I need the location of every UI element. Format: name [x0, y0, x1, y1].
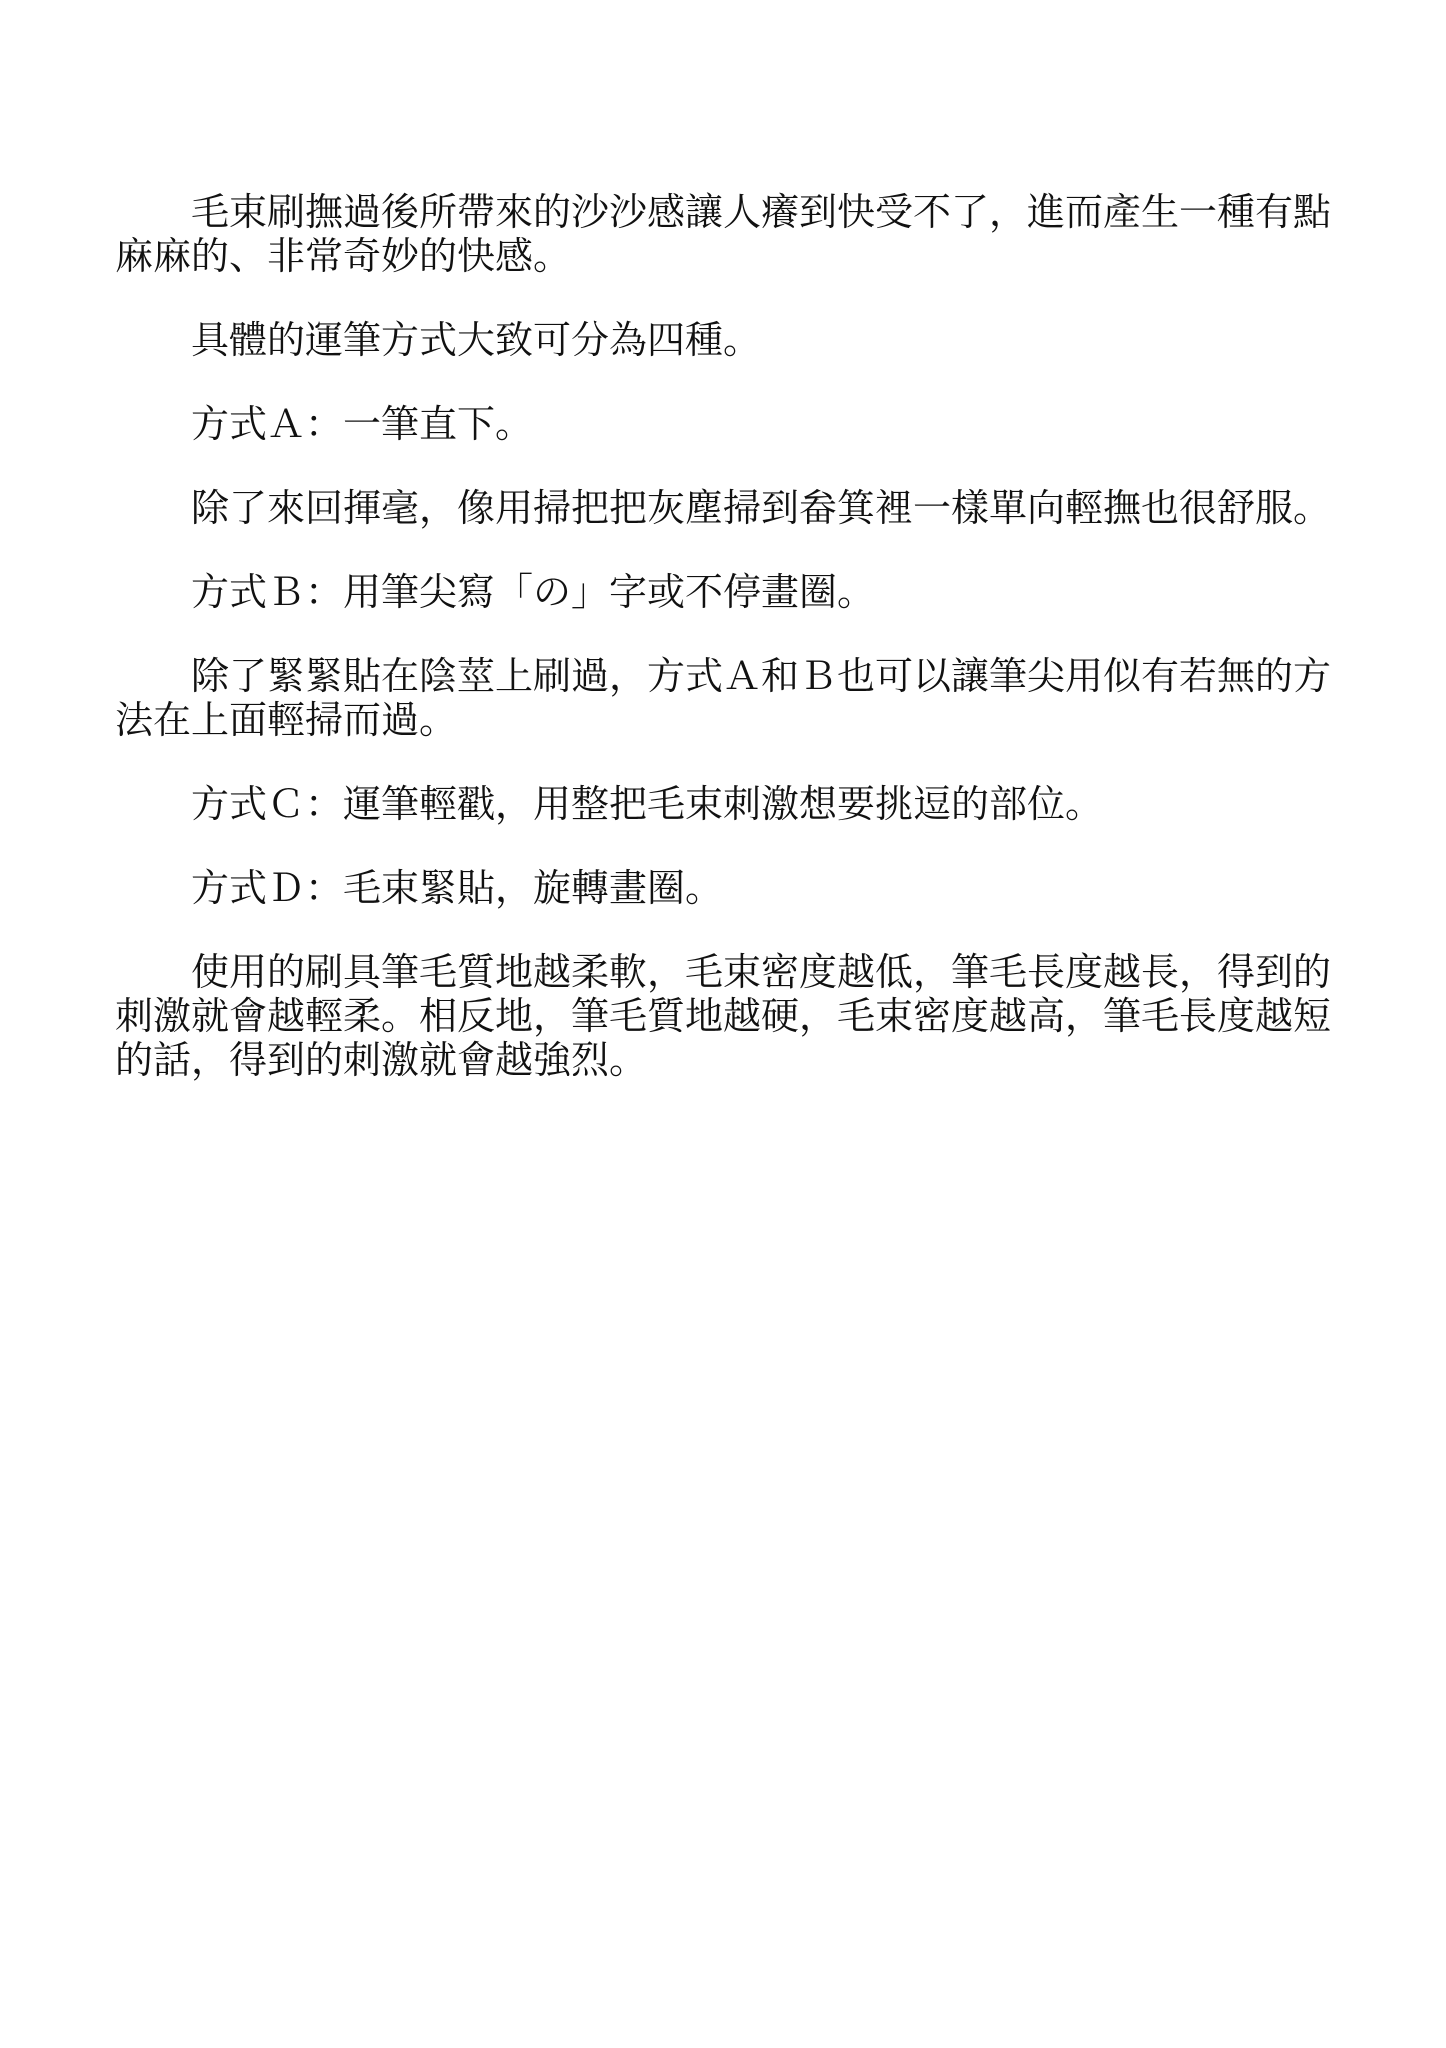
paragraph-brush-qualities: 使用的刷具筆毛質地越柔軟，毛束密度越低，筆毛長度越長，得到的刺激就會越輕柔。相反地，筆毛質地越硬，毛束密度越高，筆毛長度越短的話，得到的刺激就會越強烈。 [115, 950, 1332, 1082]
paragraph-method-b: 方式Ｂ：用筆尖寫「の」字或不停畫圈。 [191, 570, 876, 614]
paragraph-method-b-detail: 除了緊緊貼在陰莖上刷過，方式Ａ和Ｂ也可以讓筆尖用似有若無的方法在上面輕掃而過。 [115, 654, 1332, 742]
paragraph-method-a: 方式Ａ：一筆直下。 [191, 402, 534, 446]
paragraph-four-methods: 具體的運筆方式大致可分為四種。 [191, 318, 762, 362]
paragraph-method-d: 方式Ｄ：毛束緊貼，旋轉畫圈。 [191, 866, 724, 910]
paragraph-method-a-detail: 除了來回揮毫，像用掃把把灰塵掃到畚箕裡一樣單向輕撫也很舒服。 [191, 486, 1332, 530]
paragraph-method-c: 方式Ｃ：運筆輕戳，用整把毛束刺激想要挑逗的部位。 [191, 782, 1104, 826]
paragraph-brush-sensation: 毛束刷撫過後所帶來的沙沙感讓人癢到快受不了，進而產生一種有點麻麻的、非常奇妙的快感。 [115, 190, 1332, 278]
text-body [115, 190, 1340, 1122]
